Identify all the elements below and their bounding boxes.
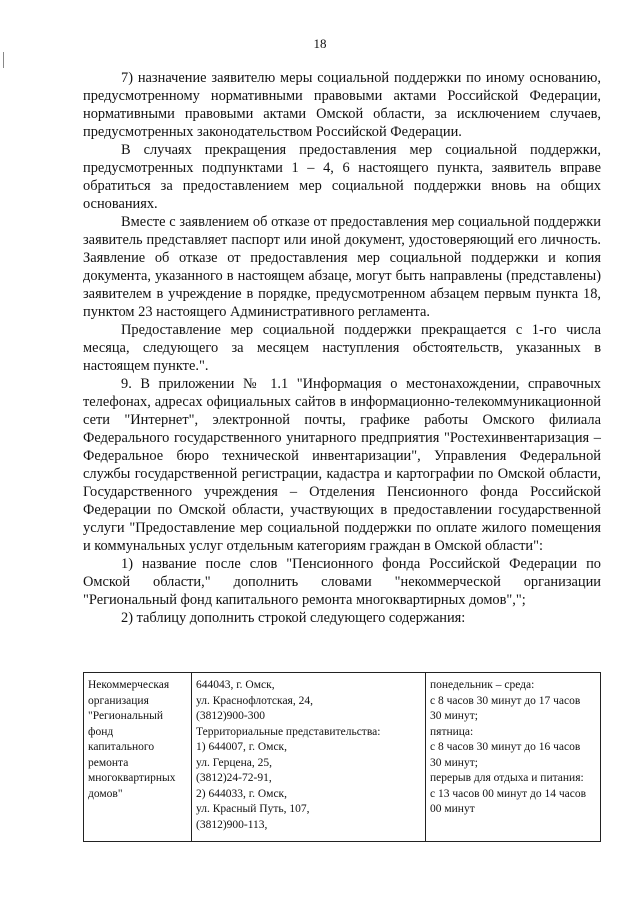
- table-row: [84, 673, 601, 842]
- address-line: 2) 644033, г. Омск,: [196, 787, 288, 800]
- organization-line: многоквартирных: [88, 772, 176, 784]
- address-line: ул. Красный Путь, 107,: [196, 803, 310, 815]
- schedule-cell: [426, 673, 601, 842]
- address-line: (3812)900-113,: [196, 818, 268, 831]
- schedule-line: с 8 часов 30 минут до 16 часов: [430, 741, 581, 753]
- organization-line: организация: [88, 694, 149, 707]
- paragraph-table-amendment: 2) таблицу дополнить строкой следующего содержания:: [121, 610, 466, 626]
- paragraph-termination-date: Предоставление мер социальной поддержки прекращается с 1-го числа месяца, следующего за месяцем наступления обстоятельств, указанных в настоящем пункте.".: [83, 322, 601, 374]
- schedule-line: 30 минут;: [430, 710, 478, 722]
- address-line: ул. Краснофлотская, 24,: [196, 694, 313, 707]
- address-line: (3812)900-300: [196, 710, 265, 722]
- schedule-line: понедельник – среда:: [430, 679, 535, 691]
- schedule-line: с 13 часов 00 минут до 14 часов: [430, 787, 587, 800]
- body-text: [83, 69, 601, 627]
- schedule-line: с 8 часов 30 минут до 17 часов: [430, 694, 581, 707]
- address-line: Территориальные представительства:: [196, 725, 381, 738]
- paragraph-item-7: 7) назначение заявителю меры социальной поддержки по иному основанию, предусмотренному нормативными правовыми актами Российской Федерации, нормативными правовыми актами Омской области, за исключением случаев, предусмотренных законодательством Российской Федерации.: [83, 70, 601, 140]
- schedule-line: перерыв для отдыха и питания:: [430, 772, 584, 784]
- organization-line: домов": [88, 787, 123, 800]
- paragraph-termination-cases: В случаях прекращения предоставления мер социальной поддержки, предусмотренных подпунктами 1 – 4, 6 настоящего пункта, заявитель вправе обратиться за предоставлением мер социальной поддержки вновь на общих основаниях.: [83, 142, 601, 212]
- organization-line: фонд: [88, 725, 114, 738]
- address-line: 1) 644007, г. Омск,: [196, 741, 288, 753]
- organization-line: ремонта: [88, 756, 129, 769]
- organization-line: капитального: [88, 741, 155, 753]
- schedule-line: пятница:: [430, 725, 474, 738]
- paragraph-refusal-documents: Вместе с заявлением об отказе от предоставления мер социальной поддержки заявитель представляет паспорт или иной документ, удостоверяющий его личность. Заявление об отказе от предоставления мер социальной поддержки и копия документа, указанного в настоящем абзаце, могут быть направлены (представлены) заявителем в учреждение в порядке, предусмотренном абзацем первым пункта 18, пунктом 23 настоящего Административного регламента.: [83, 214, 601, 320]
- page-number: 18: [313, 36, 327, 51]
- address-cell: [192, 673, 426, 842]
- amendment-table-wrapper: [83, 672, 601, 842]
- schedule-line: 30 минут;: [430, 756, 478, 769]
- paragraph-title-amendment: 1) название после слов "Пенсионного фонда Российской Федерации по Омской области," дополнить словами "некоммерческой организации "Региональный фонд капитального ремонта многоквартирных домов",";: [83, 556, 601, 608]
- paragraph-appendix-9: 9. В приложении № 1.1 "Информация о местонахождении, справочных телефонах, адресах официальных сайтов в информационно-телекоммуникационной сети "Интернет", электронной почты, графике работы Омского филиала Федерального государственного унитарного предприятия "Ростехинвентаризация – Федеральное бюро технической инвентаризации", Управления Федеральной службы государственной регистрации, кадастра и картографии по Омской области, Государственного учреждения – Отделения Пенсионного фонда Российской Федерации по Омской области, участвующих в предоставлении государственной услуги "Предоставление мер социальной поддержки по оплате жилого помещения и коммунальных услуг отдельным категориям граждан в Омской области":: [83, 376, 601, 554]
- organization-cell: [84, 673, 192, 842]
- address-line: ул. Герцена, 25,: [196, 756, 273, 769]
- organization-line: Некоммерческая: [88, 679, 170, 691]
- organization-line: "Региональный: [88, 710, 164, 722]
- schedule-line: 00 минут: [430, 803, 475, 815]
- address-line: 644043, г. Омск,: [196, 679, 275, 691]
- address-line: (3812)24-72-91,: [196, 772, 272, 784]
- scan-edge-mark: [3, 52, 4, 68]
- amendment-table: [83, 672, 601, 842]
